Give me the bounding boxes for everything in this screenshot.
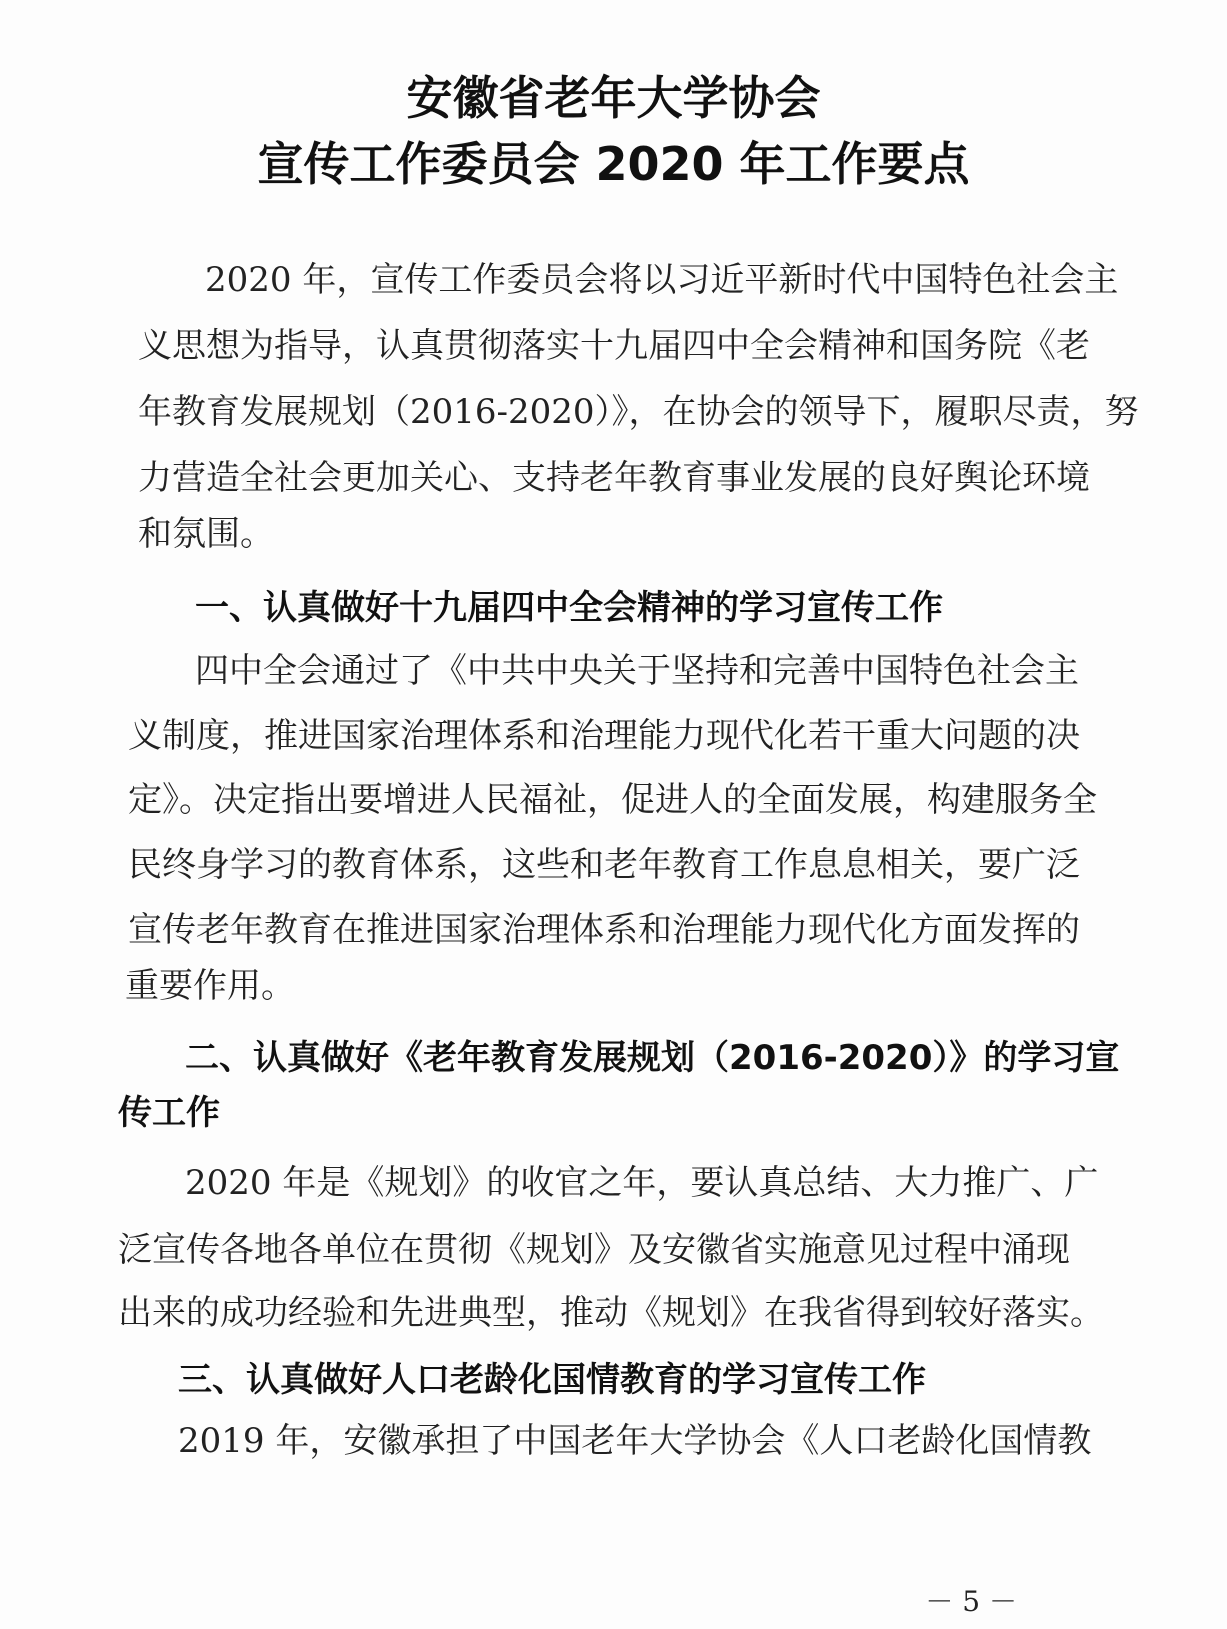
section-2-line: 2020 年是《规划》的收官之年，要认真总结、大力推广、广 xyxy=(185,1163,1099,1203)
section-1-heading: 一、认真做好十九届四中全会精神的学习宣传工作 xyxy=(195,588,943,628)
document-title-line-2: 宣传工作委员会 2020 年工作要点 xyxy=(257,137,970,191)
section-1-line: 民终身学习的教育体系，这些和老年教育工作息息相关，要广泛 xyxy=(128,845,1080,885)
section-1-line: 四中全会通过了《中共中央关于坚持和完善中国特色社会主 xyxy=(195,651,1079,691)
intro-line: 义思想为指导，认真贯彻落实十九届四中全会精神和国务院《老 xyxy=(138,326,1090,366)
section-1-line: 重要作用。 xyxy=(125,966,295,1006)
section-3-heading: 三、认真做好人口老龄化国情教育的学习宣传工作 xyxy=(178,1360,926,1400)
section-1-line: 宣传老年教育在推进国家治理体系和治理能力现代化方面发挥的 xyxy=(128,910,1080,950)
section-3-line: 2019 年，安徽承担了中国老年大学协会《人口老龄化国情教 xyxy=(178,1421,1092,1461)
section-2-line: 泛宣传各地各单位在贯彻《规划》及安徽省实施意见过程中涌现 xyxy=(118,1230,1070,1270)
section-2-heading: 二、认真做好《老年教育发展规划（2016-2020）》的学习宣 xyxy=(185,1038,1120,1078)
page-number: － 5 － xyxy=(925,1585,1017,1618)
section-1-line: 定》。决定指出要增进人民福祉，促进人的全面发展，构建服务全 xyxy=(128,780,1097,820)
section-2-heading: 传工作 xyxy=(118,1093,220,1133)
document-title-line-1: 安徽省老年大学协会 xyxy=(406,71,821,125)
intro-line: 和氛围。 xyxy=(138,514,274,554)
section-2-line: 出来的成功经验和先进典型，推动《规划》在我省得到较好落实。 xyxy=(118,1293,1104,1333)
intro-line: 力营造全社会更加关心、支持老年教育事业发展的良好舆论环境 xyxy=(138,458,1090,498)
intro-line: 2020 年，宣传工作委员会将以习近平新时代中国特色社会主 xyxy=(205,260,1119,300)
section-1-line: 义制度，推进国家治理体系和治理能力现代化若干重大问题的决 xyxy=(128,716,1080,756)
intro-line: 年教育发展规划（2016-2020）》，在协会的领导下，履职尽责，努 xyxy=(138,392,1139,432)
